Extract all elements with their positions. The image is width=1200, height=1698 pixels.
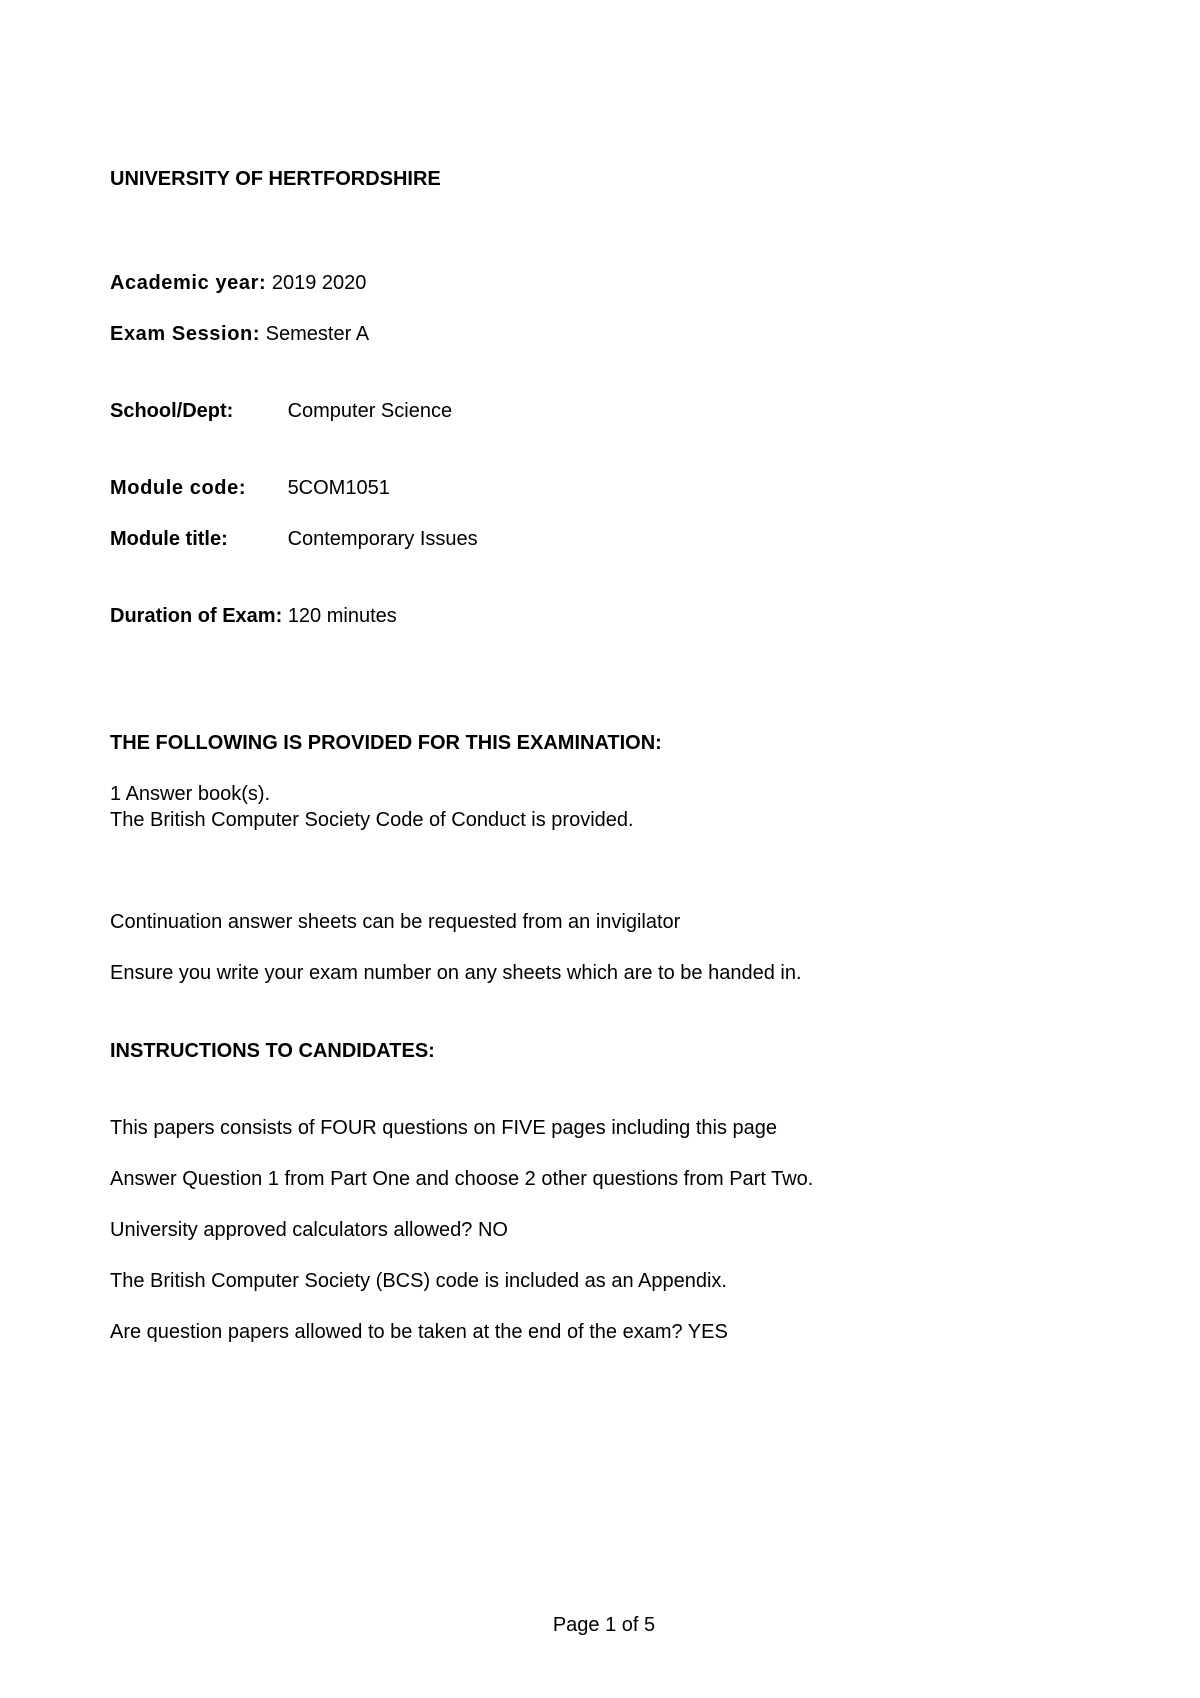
instruction-item: This papers consists of FOUR questions on FIVE pages including this page (110, 1117, 778, 1139)
school-label: School/Dept: (110, 400, 234, 422)
duration-row (110, 603, 397, 629)
instruction-item: The British Computer Society (BCS) code is included as an Appendix. (110, 1270, 727, 1292)
exam-session-row (110, 321, 369, 347)
instruction-item: Are question papers allowed to be taken at the end of the exam? YES (110, 1321, 728, 1343)
provided-item: 1 Answer book(s). (110, 783, 271, 805)
instruction-item: Answer Question 1 from Part One and choose 2 other questions from Part Two. (110, 1168, 814, 1190)
provided-heading: THE FOLLOWING IS PROVIDED FOR THIS EXAMINATION: (110, 732, 662, 754)
module-title-value: Contemporary Issues (287, 528, 478, 550)
duration-value: 120 minutes (287, 605, 397, 627)
school-row (110, 398, 452, 424)
instructions-heading: INSTRUCTIONS TO CANDIDATES: (110, 1040, 435, 1062)
module-title-row (110, 526, 478, 552)
module-title-label: Module title: (110, 528, 228, 550)
exam-session-value: Semester A (265, 323, 370, 345)
provided-item: The British Computer Society Code of Conduct is provided. (110, 809, 634, 831)
academic-year-value: 2019 2020 (271, 272, 367, 294)
note-item: Ensure you write your exam number on any sheets which are to be handed in. (110, 962, 802, 984)
academic-year-row (110, 270, 366, 296)
university-title: UNIVERSITY OF HERTFORDSHIRE (110, 168, 441, 190)
page-number: Page 1 of 5 (552, 1614, 656, 1636)
module-code-label: Module code: (110, 477, 247, 499)
module-code-row (110, 475, 390, 501)
academic-year-label: Academic year: (110, 272, 267, 294)
module-code-value: 5COM1051 (287, 477, 390, 499)
note-item: Continuation answer sheets can be requested from an invigilator (110, 911, 681, 933)
exam-session-label: Exam Session: (110, 323, 261, 345)
instruction-item: University approved calculators allowed? NO (110, 1219, 508, 1241)
school-value: Computer Science (287, 400, 453, 422)
duration-label: Duration of Exam: (110, 605, 283, 627)
